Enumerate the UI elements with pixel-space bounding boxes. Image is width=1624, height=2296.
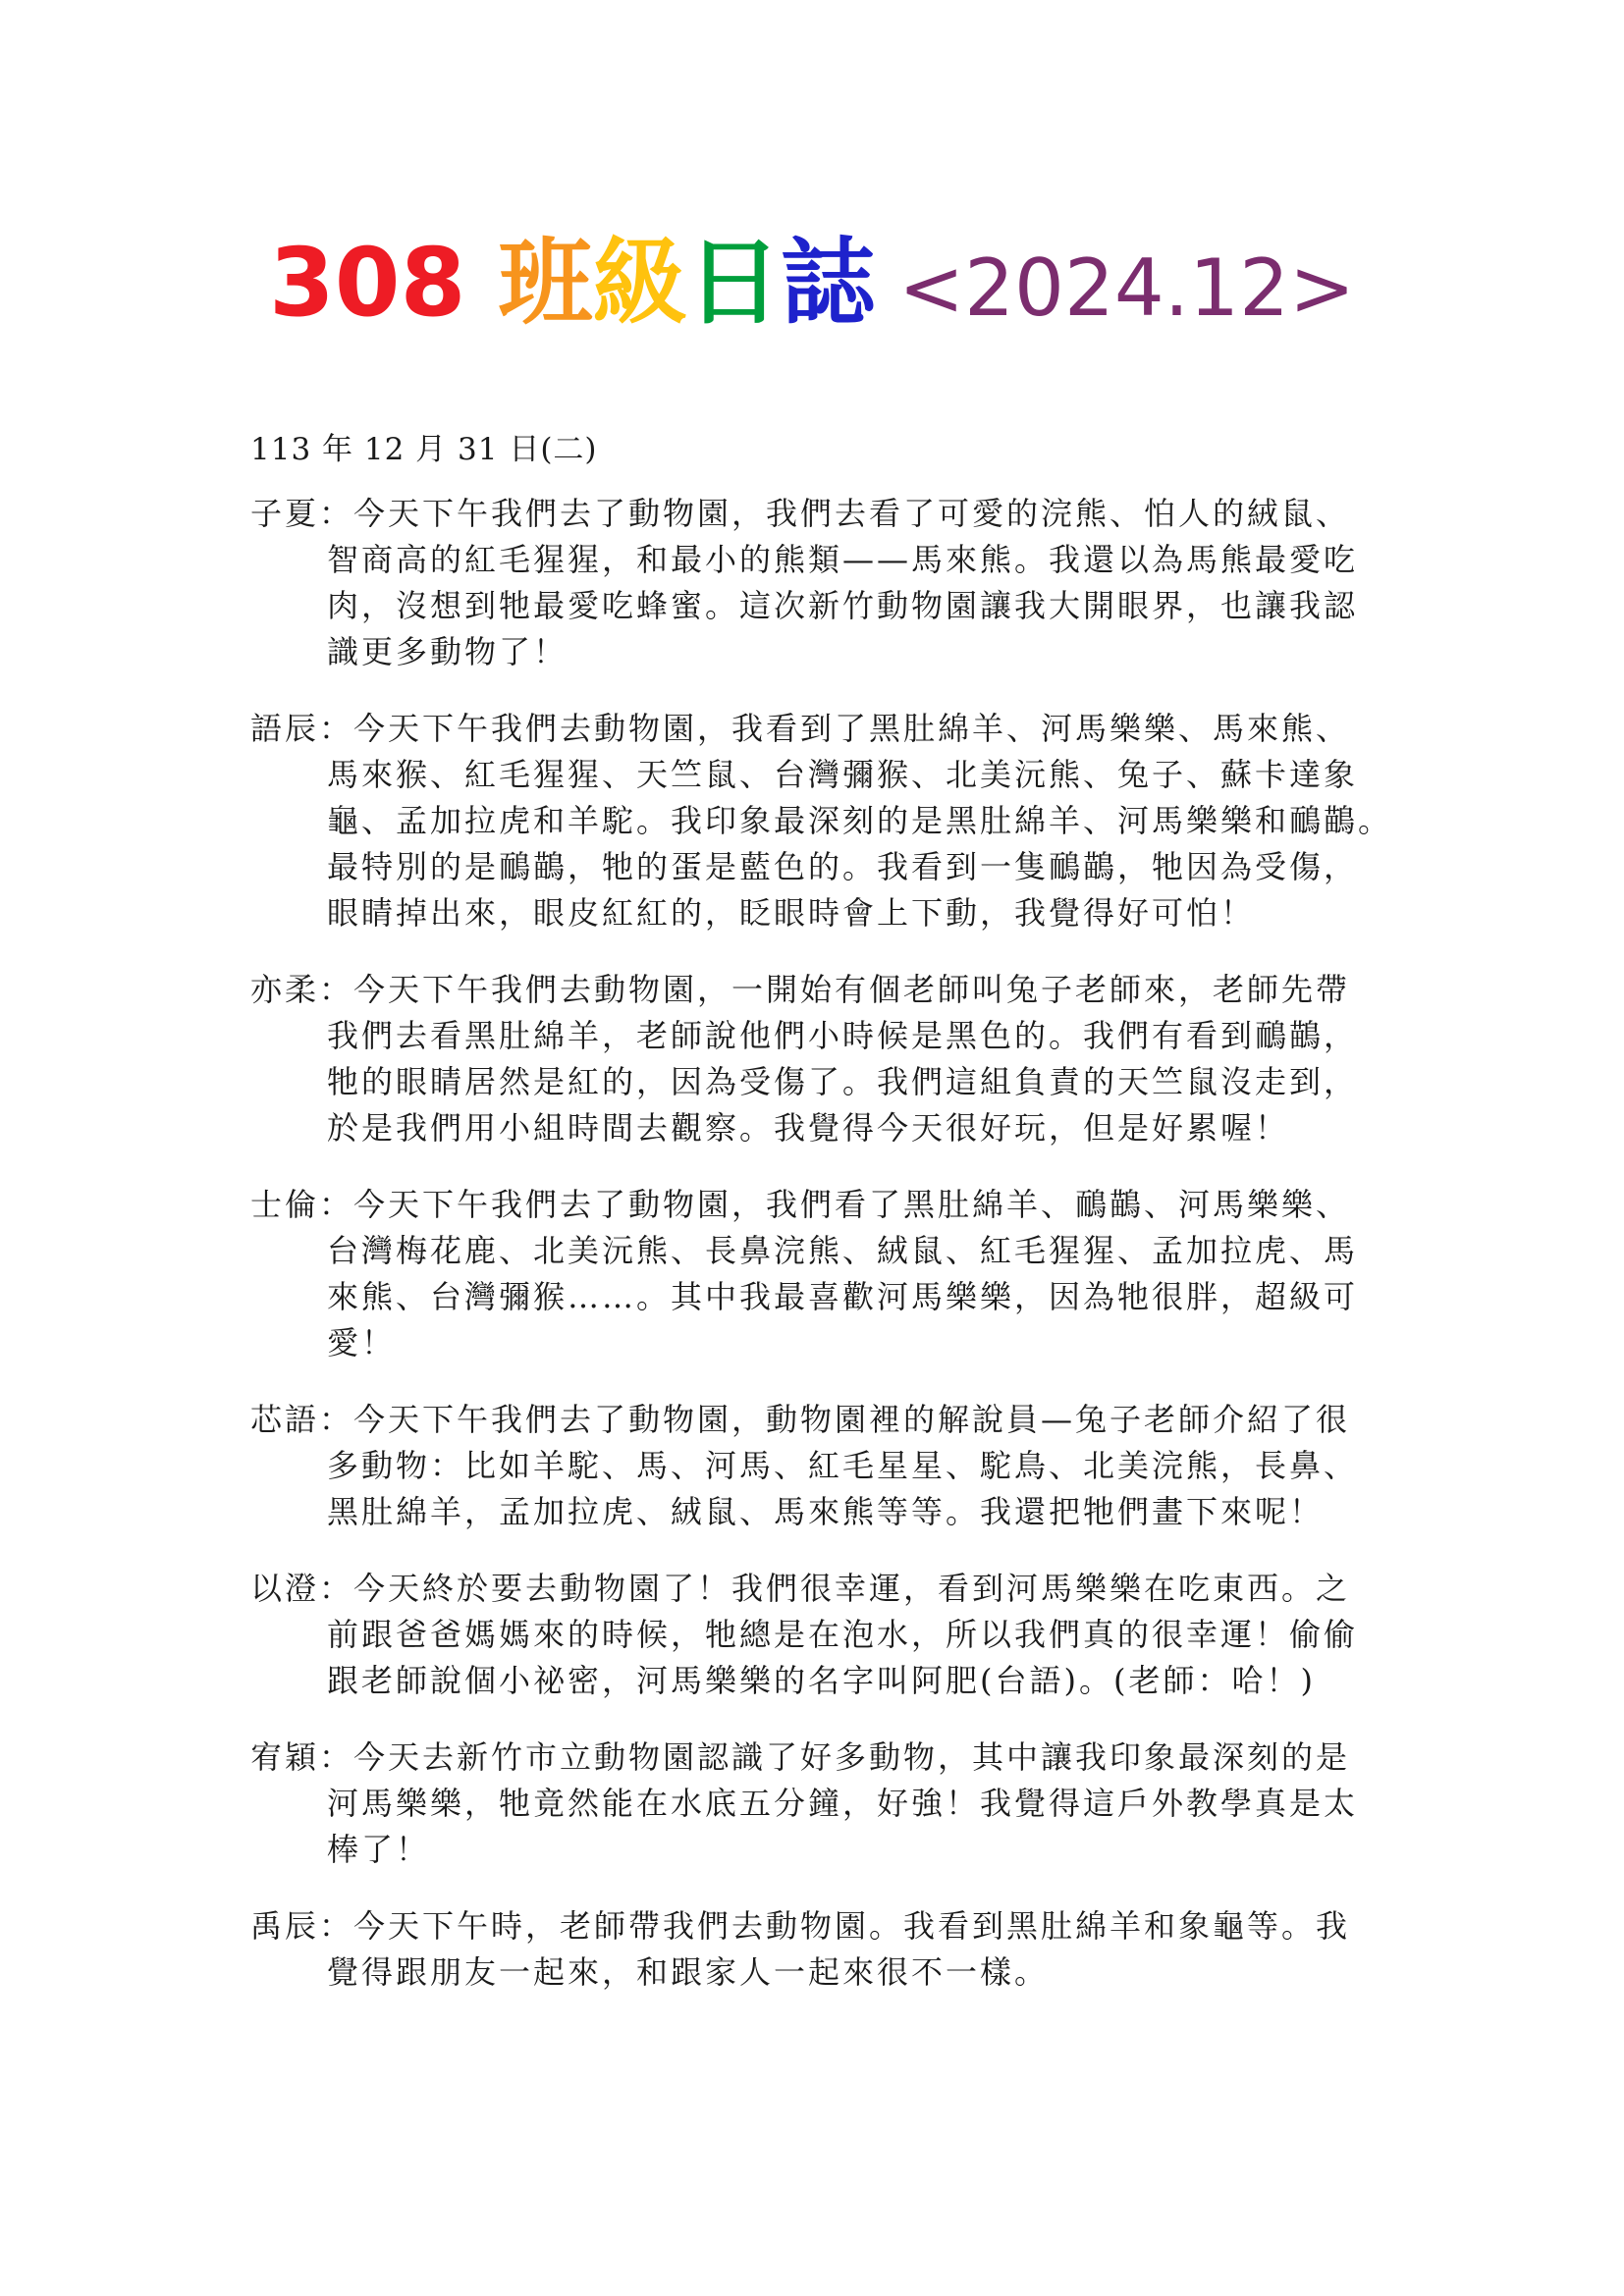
entry-line: 黑肚綿羊，孟加拉虎、絨鼠、馬來熊等等。我還把牠們畫下來呢！ bbox=[327, 1493, 1325, 1530]
entry-line: 龜、孟加拉虎和羊駝。我印象最深刻的是黑肚綿羊、河馬樂樂和鴯鶓。 bbox=[327, 802, 1393, 839]
diary-entry bbox=[250, 706, 1393, 936]
entry-line: 禹辰：今天下午時，老師帶我們去動物園。我看到黑肚綿羊和象龜等。我 bbox=[250, 1907, 1351, 1945]
entry-line: 智商高的紅毛猩猩，和最小的熊類——馬來熊。我還以為馬熊最愛吃 bbox=[327, 541, 1359, 578]
diary-entry bbox=[250, 491, 1389, 675]
entry-line: 士倫：今天下午我們去了動物園，我們看了黑肚綿羊、鴯鶓、河馬樂樂、 bbox=[250, 1186, 1351, 1223]
entry-line: 於是我們用小組時間去觀察。我覺得今天很好玩，但是好累喔！ bbox=[327, 1109, 1290, 1147]
entry-line: 河馬樂樂，牠竟然能在水底五分鐘，好強！我覺得這戶外教學真是太 bbox=[327, 1785, 1359, 1822]
entry-line: 覺得跟朋友一起來，和跟家人一起來很不一樣。 bbox=[327, 1953, 1050, 1991]
diary-entry bbox=[250, 967, 1389, 1151]
entry-line: 牠的眼睛居然是紅的，因為受傷了。我們這組負責的天竺鼠沒走到， bbox=[327, 1063, 1359, 1100]
entry-line: 棒了！ bbox=[327, 1831, 431, 1868]
title-class-number: 308 bbox=[268, 228, 466, 338]
entry-line: 子夏：今天下午我們去了動物園，我們去看了可愛的浣熊、怕人的絨鼠、 bbox=[250, 495, 1351, 532]
entry-line: 跟老師說個小祕密，河馬樂樂的名字叫阿肥(台語)。(老師：哈！) bbox=[327, 1662, 1316, 1699]
entry-line: 台灣梅花鹿、北美沅熊、長鼻浣熊、絨鼠、紅毛猩猩、孟加拉虎、馬 bbox=[327, 1232, 1359, 1269]
diary-entries bbox=[250, 491, 1393, 2026]
entry-line: 識更多動物了！ bbox=[327, 633, 568, 670]
diary-entry bbox=[250, 1397, 1389, 1535]
title-date: <2024.12> bbox=[898, 242, 1355, 334]
diary-entry bbox=[250, 1735, 1389, 1873]
entry-line: 亦柔：今天下午我們去動物園，一開始有個老師叫兔子老師來，老師先帶 bbox=[250, 971, 1351, 1008]
entry-line: 多動物：比如羊駝、馬、河馬、紅毛星星、駝鳥、北美浣熊，長鼻、 bbox=[327, 1447, 1359, 1484]
title-char-ban: 班 bbox=[498, 228, 593, 338]
entry-line: 愛！ bbox=[327, 1324, 397, 1362]
entry-line: 肉，沒想到牠最愛吃蜂蜜。這次新竹動物園讓我大開眼界，也讓我認 bbox=[327, 587, 1359, 624]
entry-line: 馬來猴、紅毛猩猩、天竺鼠、台灣彌猴、北美沅熊、兔子、蘇卡達象 bbox=[327, 756, 1359, 793]
entry-line: 來熊、台灣彌猴……。其中我最喜歡河馬樂樂，因為牠很胖，超級可 bbox=[327, 1278, 1359, 1315]
title-char-zhi: 誌 bbox=[781, 228, 876, 338]
title-char-ji: 級 bbox=[592, 228, 687, 338]
diary-entry bbox=[250, 1566, 1389, 1704]
entry-line: 我們去看黑肚綿羊，老師說他們小時候是黑色的。我們有看到鴯鶓， bbox=[327, 1017, 1359, 1054]
diary-entry bbox=[250, 1903, 1389, 1996]
entry-line: 語辰：今天下午我們去動物園，我看到了黑肚綿羊、河馬樂樂、馬來熊、 bbox=[250, 710, 1351, 747]
entry-line: 芯語：今天下午我們去了動物園，動物園裡的解說員—兔子老師介紹了很 bbox=[250, 1401, 1351, 1438]
entry-line: 最特別的是鴯鶓，牠的蛋是藍色的。我看到一隻鴯鶓，牠因為受傷， bbox=[327, 848, 1359, 885]
entry-line: 眼睛掉出來，眼皮紅紅的，眨眼時會上下動，我覺得好可怕！ bbox=[327, 894, 1256, 932]
entry-date: 113 年 12 月 31 日(二) bbox=[250, 432, 598, 467]
page-title bbox=[0, 228, 1624, 338]
entry-line: 以澄：今天終於要去動物園了！我們很幸運，看到河馬樂樂在吃東西。之 bbox=[250, 1570, 1351, 1607]
title-char-ri: 日 bbox=[686, 228, 782, 338]
diary-entry bbox=[250, 1182, 1389, 1366]
entry-line: 前跟爸爸媽媽來的時候，牠總是在泡水，所以我們真的很幸運！偷偷 bbox=[327, 1616, 1359, 1653]
entry-line: 宥穎：今天去新竹市立動物園認識了好多動物，其中讓我印象最深刻的是 bbox=[250, 1738, 1351, 1776]
